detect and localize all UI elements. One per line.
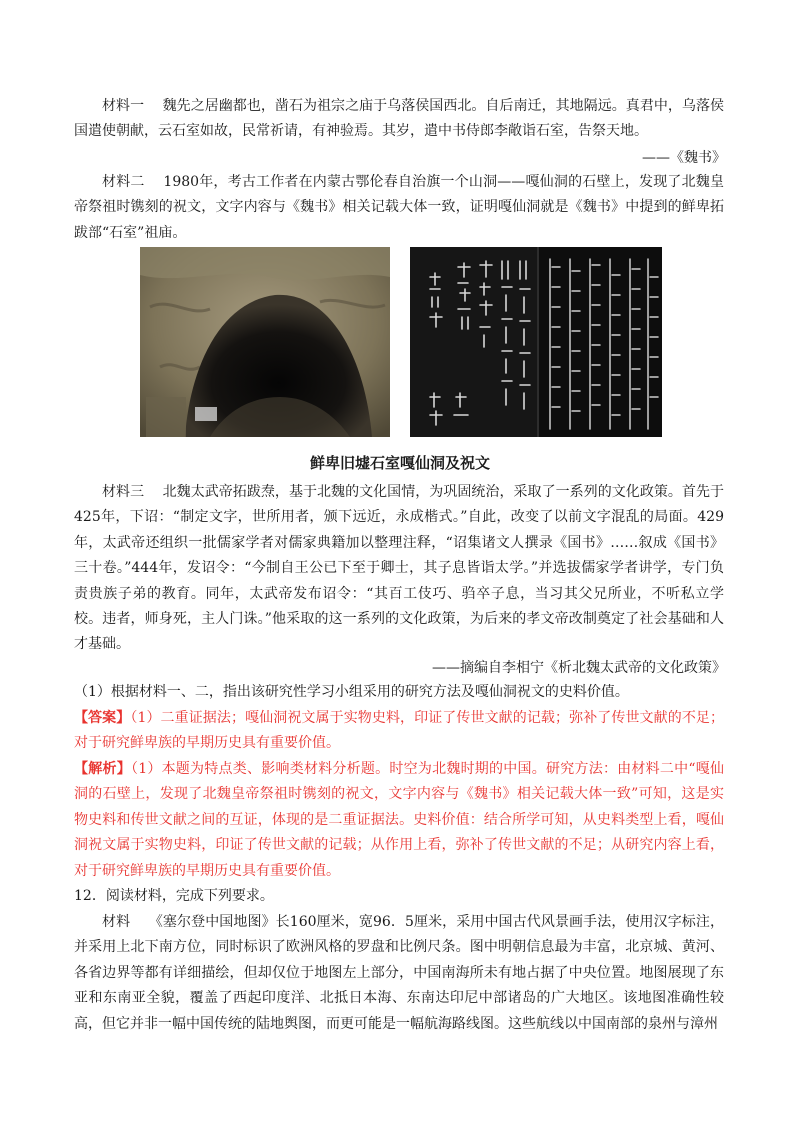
material-3-source: ——摘编自李相宁《析北魏太武帝的文化政策》 bbox=[432, 660, 726, 676]
cave-photo-icon bbox=[140, 247, 390, 437]
question-12: 12．阅读材料，完成下列要求。 bbox=[74, 888, 274, 904]
material-2-text: 材料二 1980年，考古工作者在内蒙古鄂伦春自治旗一个山洞——嘎仙洞的石壁上，发现了北魏皇帝祭祖时镌刻的祝文，文字内容与《魏书》相关记载大体一致，证明嘎仙洞就是《魏书》中提到的鲜卑拓跋部“石室”祖庙。 bbox=[74, 174, 724, 241]
answer-tag: 【答案】 bbox=[74, 710, 131, 726]
analysis-block bbox=[74, 757, 724, 884]
answer-block bbox=[74, 706, 724, 757]
material-1-source: ——《魏书》 bbox=[642, 150, 726, 166]
analysis-tag: 【解析】 bbox=[74, 761, 131, 777]
question-1: （1）根据材料一、二，指出该研究性学习小组采用的研究方法及嘎仙洞祝文的史料价值。 bbox=[74, 684, 629, 700]
stone-inscription-rubbing-icon bbox=[410, 247, 662, 437]
answer-text: （1）二重证据法；嘎仙洞祝文属于实物史料，印证了传世文献的记载；弥补了传世文献的不足；对于研究鲜卑族的早期历史具有重要价值。 bbox=[74, 710, 725, 752]
analysis-text: （1）本题为特点类、影响类材料分析题。时空为北魏时期的中国。研究方法：由材料二中“嘎仙洞的石壁上，发现了北魏皇帝祭祖时镌刻的祝文，文字内容与《魏书》相关记载大体一致”可知，这是实物史料和传世文献之间的互证，体现的是二重证据法。史料价值：结合所学可知，从史料类型上看，嘎仙洞祝文属于实物史料，印证了传世文献的记载；从作用上看，弥补了传世文献的不足；从研究内容上看，对于研究鲜卑族的早期历史具有重要价值。 bbox=[74, 761, 725, 879]
material-3-text: 材料三 北魏太武帝拓跋焘，基于北魏的文化国情，为巩固统治，采取了一系列的文化政策。首先于425年，下诏：“制定文字，世所用者，颁下远近，永成楷式。”自此，改变了以前文字混乱的局面。429年，太武帝还组织一批儒家学者对儒家典籍加以整理注释，“诏集诸文人撰录《国书》……叙成《国书》三十卷。”444年，发诏令：“今制自王公已下至于卿士，其子息皆诣太学。”并选拔儒家学者讲学，专门负责贵族子弟的教育。同年，太武帝发布诏令：“其百工伎巧、驺卒子息，当习其父兄所业，不听私立学校。违者，师身死，主人门诛。”他采取的这一系列的文化政策，为后来的孝文帝改制奠定了社会基础和人才基础。 bbox=[74, 484, 724, 653]
figure-caption: 鲜卑旧墟石室嘎仙洞及祝文 bbox=[309, 454, 490, 472]
material-1-text: 材料一 魏先之居幽都也，凿石为祖宗之庙于乌落侯国西北。自后南迁，其地隔远。真君中，乌落侯国遣使朝献，云石室如故，民常祈请，有神验焉。其岁，遣中书侍郎李敞诣石室，告祭天地。 bbox=[74, 98, 724, 140]
material-12-text: 材料 《塞尔登中国地图》长160厘米，宽96．5厘米，采用中国古代风景画手法，使用汉字标注，并采用上北下南方位，同时标识了欧洲风格的罗盘和比例尺条。图中明朝信息最为丰富，北京城、黄河、各省边界等都有详细描绘，但却仅位于地图左上部分，中国南海所未有地占据了中央位置。地图展现了东亚和东南亚全貌，覆盖了西起印度洋、北抵日本海、东南达印尼中部诸岛的广大地区。该地图准确性较高，但它并非一幅中国传统的陆地舆图，而更可能是一幅航海路线图。这些航线以中国南部的泉州与漳州 bbox=[74, 914, 724, 1032]
